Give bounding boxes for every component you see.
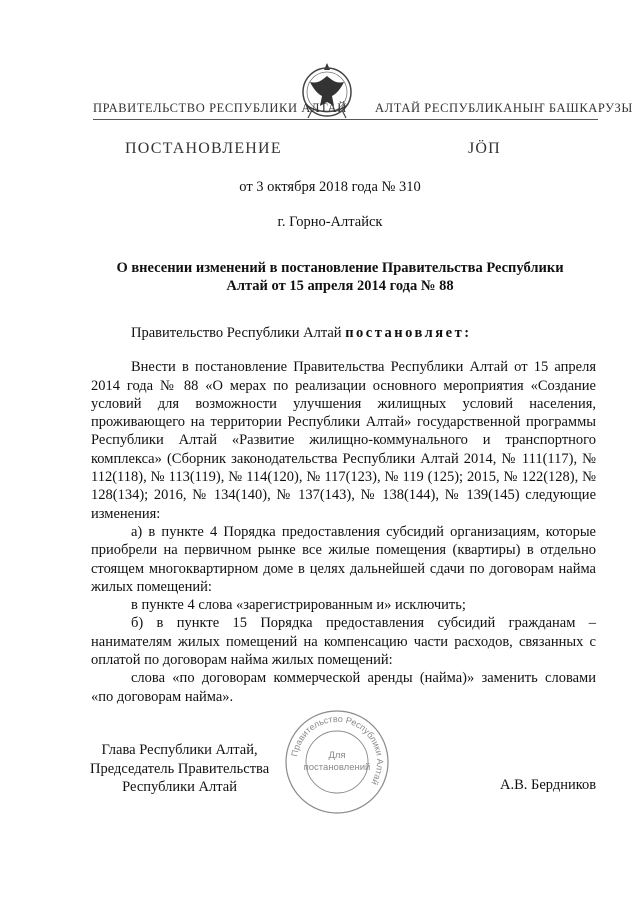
- signature-title: [90, 741, 269, 797]
- doc-type-left: ПОСТАНОВЛЕНИЕ: [125, 140, 282, 157]
- title-line-2: Алтай от 15 апреля 2014 года № 88: [226, 278, 454, 294]
- paragraph-3: в пункте 4 слова «зарегистрированным и» исключить;: [131, 597, 466, 614]
- document-title: [100, 259, 580, 295]
- doc-type-right: JÖП: [468, 140, 501, 157]
- paragraph-4: б) в пункте 15 Порядка предоставления субсидий гражданам – нанимателям жилых помещений на компенсацию части расходов, связанных с оплатой по договорам найма жилых помещений:: [91, 615, 596, 669]
- header-right-text: АЛТАЙ РЕСПУБЛИКАНЫҤ БАШКАРУЗЫ: [375, 101, 633, 115]
- title-line-1: О внесении изменений в постановление Правительства Республики: [116, 260, 564, 276]
- signature-line-1: Глава Республики Алтай,: [101, 742, 258, 758]
- gov-decides-line: [91, 324, 596, 342]
- header-divider: [93, 119, 598, 120]
- header-left-text: ПРАВИТЕЛЬСТВО РЕСПУБЛИКИ АЛТАЙ: [93, 101, 347, 115]
- signature-line-3: Республики Алтай: [122, 779, 237, 795]
- signatory-name: А.В. Бердников: [500, 777, 597, 793]
- city-line: г. Горно-Алтайск: [277, 214, 383, 230]
- date-line: от 3 октября 2018 года № 310: [239, 179, 421, 195]
- official-stamp: [283, 708, 391, 816]
- paragraph-2: а) в пункте 4 Порядка предоставления субсидий организациям, которые приобрели на первичном рынке все жилые помещения (квартиры) в отдельно стоящем многоквартирном доме в целях дальнейшей сдачи по договорам найма жилых помещений:: [91, 523, 596, 595]
- stamp-ring-text: Правительство Республики Алтай: [289, 713, 386, 787]
- gov-prefix: Правительство Республики Алтай: [131, 325, 342, 341]
- signature-line-2: Председатель Правительства: [90, 760, 270, 777]
- paragraph-5: слова «по договорам коммерческой аренды (найма)» заменить словами «по договорам найма».: [91, 670, 596, 705]
- stamp-center-line-1: Для: [328, 750, 346, 761]
- document-body: [91, 324, 596, 706]
- paragraph-1: Внести в постановление Правительства Республики Алтай от 15 апреля 2014 года № 88 «О мерах по реализации основного мероприятия «Создание условий для возможности улучшения жилищных условий населения, проживающего на территории Республики Алтай» государственной программы Республики Алтай «Развитие жилищно-коммунального и транспортного комплекса» (Сборник законодательства Республики Алтай 2014, № 111(117), № 112(118), № 113(119), № 114(120), № 117(123), № 119 (125); 2015, № 122(128), № 128(134); 2016, № 134(140), № 137(143), № 138(144), № 139(145) следующие изменения:: [91, 359, 596, 522]
- stamp-center-line-2: постановлений: [303, 762, 371, 773]
- decides-word: постановляет:: [345, 325, 472, 341]
